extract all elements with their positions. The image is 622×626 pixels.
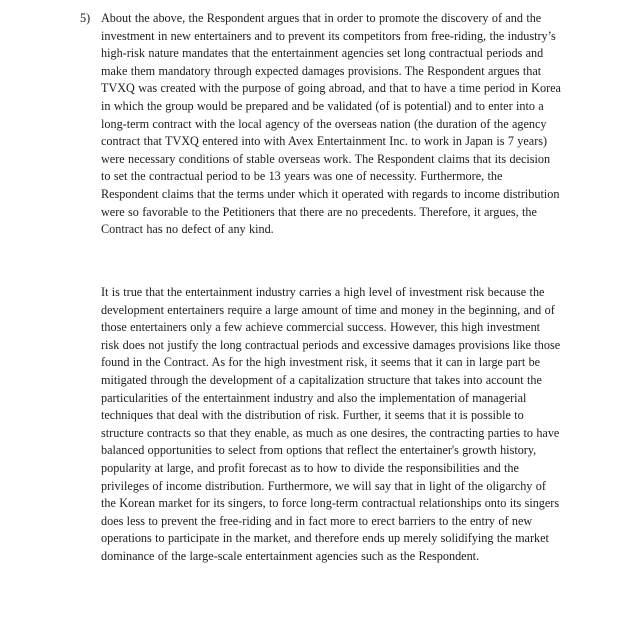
item-number: 5) <box>80 11 91 25</box>
paragraph-respondent-argument: About the above, the Respondent argues that in order to promote the discovery of and the investment in new entertainers and to prevent its competitors from free-riding, the industry’s high-risk nature mandates that the entertainment agencies set long contractual periods and make them mandatory through expected damages provisions. The Respondent argues that TVXQ was created with the purpose of going abroad, and that to have a time period in Korea in which the group would be prepared and be validated (of is potential) and to enter into a long-term contract with the local agency of the overseas nation (the duration of the agency contract that TVXQ entered into with Avex Entertainment Inc. to work in Japan is 7 years) were necessary conditions of stable overseas work. The Respondent claims that its decision to set the contractual period to be 13 years was one of necessity. Furthermore, the Respondent claims that the terms under which it operated with regards to income distribution were so favorable to the Petitioners that there are no precedents. Therefore, it argues, the Contract has no defect of any kind. <box>101 11 561 237</box>
page-bottom-edge <box>0 622 622 626</box>
paragraph-investment-risk: It is true that the entertainment industry carries a high level of investment risk because the development entertainers require a large amount of time and money in the beginning, and of those entertainers only a few achieve commercial success. However, this high investment risk does not justify the long contractual periods and excessive damages provisions like those found in the Contract. As for the high investment risk, it seems that it can in large part be mitigated through the development of a capitalization structure that takes into account the particularities of the entertainment industry and also the implementation of managerial techniques that deal with the distribution of risk. Further, it seems that it is possible to structure contracts so that they enable, as much as one desires, the contracting parties to have balanced opportunities to select from options that reflect the entertainer's growth history, popularity at large, and profit forecast as to how to divide the responsibilities and the privileges of income distribution. Furthermore, we will say that in light of the oligarchy of the Korean market for its singers, to force long-term contractual relationships onto its singers does less to prevent the free-riding and in fact more to erect barriers to the entry of new operations to participate in the market, and therefore ends up merely solidifying the market dominance of the large-scale entertainment agencies such as the Respondent. <box>101 285 561 563</box>
